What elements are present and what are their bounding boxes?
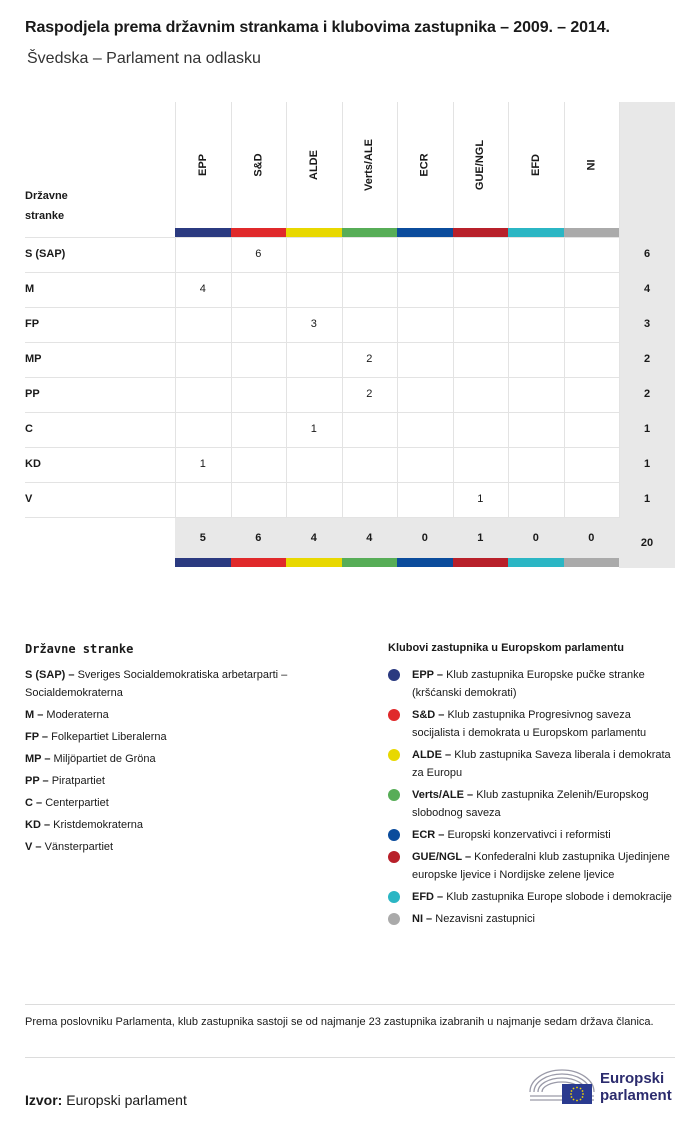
table-cell: [286, 377, 342, 412]
party-name: Centerpartiet: [45, 797, 109, 809]
group-legend-item: [388, 706, 678, 742]
party-abbr: V –: [25, 841, 42, 853]
table-cell: [453, 377, 509, 412]
group-abbr: ALDE –: [412, 749, 452, 761]
party-legend: [25, 666, 355, 860]
column-total: 1: [477, 532, 484, 544]
table-cell: [342, 447, 398, 482]
row-party-label: KD: [25, 458, 41, 470]
group-color-bar: [175, 228, 231, 237]
column-total: 5: [199, 532, 206, 544]
table-cell: [175, 412, 231, 447]
table-cell: [286, 447, 342, 482]
table-cell: [453, 412, 509, 447]
table-cell: [453, 342, 509, 377]
table-cell: [453, 237, 509, 272]
row-header-label: Državne stranke: [25, 190, 68, 222]
table-cell: [175, 482, 231, 517]
column-total: 6: [255, 532, 262, 544]
table-cell: [231, 482, 287, 517]
column-header-label: Verts/ALE: [363, 139, 376, 191]
source-value: Europski parlament: [66, 1092, 187, 1108]
table-cell: [453, 307, 509, 342]
table-cell: [286, 482, 342, 517]
table-cell: [231, 412, 287, 447]
table-cell: [508, 447, 564, 482]
column-header: [564, 102, 620, 228]
column-header-label: EPP: [196, 153, 209, 177]
party-name: Piratpartiet: [51, 775, 105, 787]
group-name: Europski konzervativci i reformisti: [447, 829, 611, 841]
table-cell: [175, 342, 231, 377]
table-cell: 4: [199, 283, 206, 295]
column-header-label: NI: [585, 159, 598, 171]
table-cell: [397, 482, 453, 517]
table-cell: [342, 272, 398, 307]
party-name: Kristdemokraterna: [53, 819, 143, 831]
group-legend-item: [388, 666, 678, 702]
table-cell: 2: [366, 353, 373, 365]
table-cell: [508, 272, 564, 307]
table-cell: [397, 377, 453, 412]
row-party-label: S (SAP): [25, 248, 66, 260]
group-color-bar: [231, 228, 287, 237]
table-cell: [564, 412, 620, 447]
row-party-label: M: [25, 283, 35, 295]
party-abbr: S (SAP) –: [25, 669, 75, 681]
column-header: [231, 102, 287, 228]
party-legend-item: [25, 816, 355, 834]
column-total: 0: [532, 532, 539, 544]
row-mandati-total: 1: [643, 423, 651, 435]
table-cell: [564, 482, 620, 517]
group-name: Nezavisni zastupnici: [435, 913, 535, 925]
table-cell: [286, 237, 342, 272]
group-legend: [388, 666, 678, 932]
group-legend-item: [388, 786, 678, 822]
party-abbr: M –: [25, 709, 44, 721]
group-color-bar: [508, 228, 564, 237]
column-header: [453, 102, 509, 228]
party-legend-title: Državne stranke: [25, 642, 134, 656]
source-label: Izvor:: [25, 1092, 63, 1108]
group-color-bar: [453, 228, 509, 237]
table-cell: [564, 307, 620, 342]
group-abbr: NI –: [412, 913, 433, 925]
group-color-dot: [388, 891, 400, 903]
group-color-bar: [342, 558, 398, 567]
party-abbr: C –: [25, 797, 43, 809]
european-parliament-hemicycle-icon: [528, 1066, 596, 1106]
row-party-label: V: [25, 493, 33, 505]
table-cell: [397, 412, 453, 447]
group-legend-item: [388, 910, 678, 928]
party-name: Miljöpartiet de Gröna: [53, 753, 156, 765]
group-color-dot: [388, 913, 400, 925]
table-cell: [508, 482, 564, 517]
page-title: Raspodjela prema državnim strankama i klubovima zastupnika – 2009. – 2014.: [25, 19, 610, 36]
party-abbr: PP –: [25, 775, 49, 787]
group-color-dot: [388, 709, 400, 721]
column-header-label: GUE/NGL: [474, 139, 487, 191]
party-legend-item: [25, 728, 355, 746]
table-cell: [564, 272, 620, 307]
column-total: 0: [588, 532, 595, 544]
group-color-bar: [342, 228, 398, 237]
group-color-dot: [388, 789, 400, 801]
column-header-label: ECR: [418, 153, 431, 177]
table-cell: [564, 447, 620, 482]
group-legend-item: [388, 826, 678, 844]
table-cell: 2: [366, 388, 373, 400]
table-cell: 3: [310, 318, 317, 330]
party-legend-item: [25, 772, 355, 790]
party-legend-item: [25, 838, 355, 856]
logo-text: Europski parlament: [600, 1070, 672, 1104]
page-subtitle: Švedska – Parlament na odlasku: [27, 50, 261, 67]
column-total: 4: [366, 532, 373, 544]
group-color-bar: [286, 558, 342, 567]
party-name: Vänsterpartiet: [44, 841, 114, 853]
group-color-dot: [388, 749, 400, 761]
column-header: [175, 102, 231, 228]
table-cell: [342, 237, 398, 272]
table-cell: [397, 272, 453, 307]
table-cell: [342, 307, 398, 342]
party-legend-item: [25, 794, 355, 812]
party-abbr: FP –: [25, 731, 49, 743]
group-name: Klub zastupnika Saveza liberala i demokrata za Europu: [412, 749, 671, 779]
group-legend-item: [388, 888, 678, 906]
table-cell: [508, 342, 564, 377]
table-cell: [175, 237, 231, 272]
column-header: [342, 102, 398, 228]
table-cell: [564, 237, 620, 272]
group-color-bar: [397, 228, 453, 237]
party-abbr: KD –: [25, 819, 51, 831]
table-cell: [453, 272, 509, 307]
group-legend-title: Klubovi zastupnika u Europskom parlamentu: [388, 642, 624, 654]
column-header-label: S&D: [252, 153, 265, 177]
row-mandati-total: 1: [643, 458, 651, 470]
divider: [25, 1057, 675, 1058]
group-abbr: ECR –: [412, 829, 445, 841]
group-color-dot: [388, 829, 400, 841]
group-name: Klub zastupnika Europske pučke stranke (kršćanski demokrati): [412, 669, 645, 699]
party-legend-item: [25, 666, 355, 702]
group-color-bar: [397, 558, 453, 567]
source-line: [25, 1092, 187, 1108]
table-cell: [175, 307, 231, 342]
group-color-dot: [388, 851, 400, 863]
ep-logo: [528, 1066, 678, 1106]
table-cell: [175, 377, 231, 412]
row-mandati-total: 2: [643, 353, 651, 365]
row-party-label: MP: [25, 353, 42, 365]
table-cell: 6: [255, 248, 262, 260]
table-cell: [453, 447, 509, 482]
table-cell: [231, 272, 287, 307]
table-cell: [508, 307, 564, 342]
party-legend-item: [25, 706, 355, 724]
grand-total: 20: [640, 537, 654, 549]
group-name: Klub zastupnika Progresivnog saveza socijalista i demokrata u Europskom parlamentu: [412, 709, 647, 739]
table-cell: [231, 307, 287, 342]
row-mandati-total: 2: [643, 388, 651, 400]
table-cell: [231, 377, 287, 412]
distribution-table: [25, 102, 675, 568]
table-cell: [564, 342, 620, 377]
table-cell: [342, 482, 398, 517]
column-total: 4: [310, 532, 317, 544]
column-header: [508, 102, 564, 228]
group-legend-item: [388, 848, 678, 884]
group-abbr: GUE/NGL –: [412, 851, 472, 863]
table-cell: 1: [477, 493, 484, 505]
party-legend-item: [25, 750, 355, 768]
column-header-label: ALDE: [307, 150, 320, 180]
table-cell: [231, 342, 287, 377]
group-color-bar: [286, 228, 342, 237]
table-cell: [286, 342, 342, 377]
column-header: [397, 102, 453, 228]
table-cell: [286, 272, 342, 307]
table-cell: [342, 412, 398, 447]
row-mandati-total: 6: [643, 248, 651, 260]
table-cell: [508, 412, 564, 447]
row-mandati-total: 1: [643, 493, 651, 505]
table-cell: [508, 377, 564, 412]
row-party-label: C: [25, 423, 33, 435]
divider: [25, 1004, 675, 1005]
group-color-bar: [508, 558, 564, 567]
group-abbr: S&D –: [412, 709, 445, 721]
row-party-label: PP: [25, 388, 40, 400]
group-color-bar: [564, 228, 620, 237]
group-abbr: EFD –: [412, 891, 444, 903]
group-color-bar: [453, 558, 509, 567]
table-cell: 1: [199, 458, 206, 470]
table-cell: [397, 307, 453, 342]
table-cell: 1: [310, 423, 317, 435]
table-cell: [397, 447, 453, 482]
column-total: 0: [421, 532, 428, 544]
row-mandati-total: 3: [643, 318, 651, 330]
party-name: Moderaterna: [46, 709, 109, 721]
footnote: Prema poslovniku Parlamenta, klub zastupnika sastoji se od najmanje 23 zastupnika izabranih u najmanje sedam država članica.: [25, 1016, 654, 1028]
table-cell: [397, 342, 453, 377]
table-cell: [397, 237, 453, 272]
group-color-bar: [564, 558, 620, 567]
party-abbr: MP –: [25, 753, 51, 765]
party-name: Sveriges Socialdemokratiska arbetarparti – Socialdemokraterna: [25, 669, 288, 699]
table-cell: [564, 377, 620, 412]
party-name: Folkepartiet Liberalerna: [51, 731, 167, 743]
table-cell: [231, 447, 287, 482]
group-abbr: EPP –: [412, 669, 443, 681]
column-header-label: EFD: [529, 154, 542, 176]
group-color-bar: [231, 558, 287, 567]
row-mandati-total: 4: [643, 283, 651, 295]
column-header: [286, 102, 342, 228]
row-party-label: FP: [25, 318, 40, 330]
group-color-dot: [388, 669, 400, 681]
table-cell: [508, 237, 564, 272]
group-name: Klub zastupnika Europe slobode i demokracije: [446, 891, 672, 903]
group-legend-item: [388, 746, 678, 782]
group-name: Klub zastupnika Zelenih/Europskog slobodnog saveza: [412, 789, 649, 819]
group-color-bar: [175, 558, 231, 567]
group-abbr: Verts/ALE –: [412, 789, 474, 801]
group-name: Konfederalni klub zastupnika Ujedinjene europske ljevice i Nordijske zelene ljevice: [412, 851, 670, 881]
